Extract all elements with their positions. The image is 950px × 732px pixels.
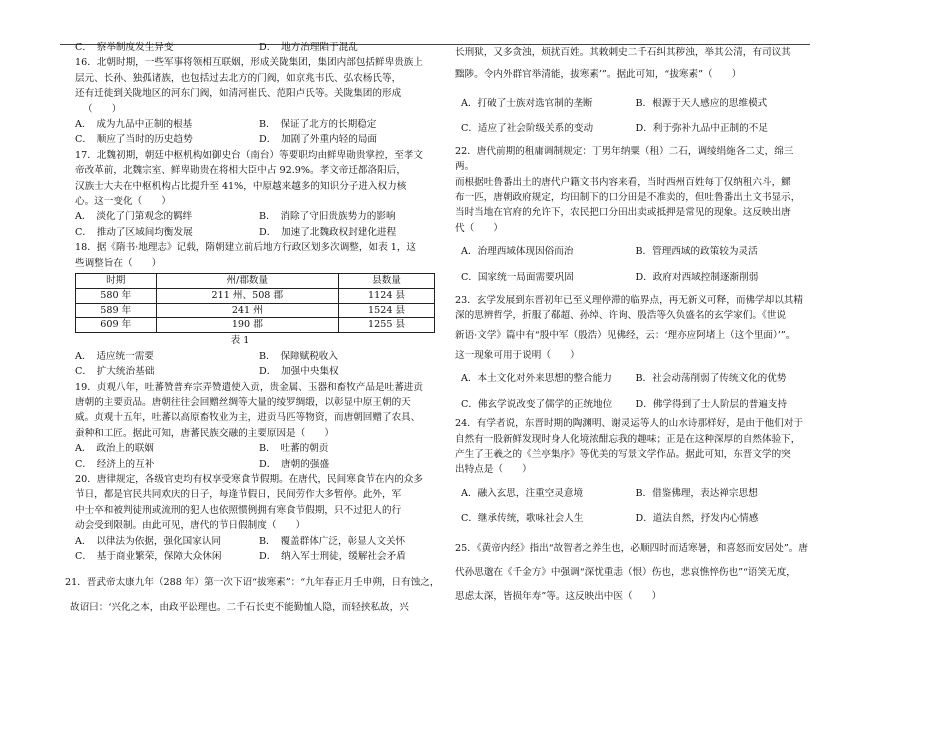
table-cell: 1524 县 [339,303,435,318]
q25-line: 思虑太深，皆损年寿”等。这反映出中医（ ） [455,590,662,602]
q16-line: 16．北朝时期，一些军事将领相互联姻，形成关陇集团，集团内部包括鲜卑贵族上 [75,57,423,69]
q23-option-c: C．佛玄学说改变了儒学的正统地位 [461,398,613,410]
q17-options-cd [75,225,443,240]
q16-options-ab [75,117,443,132]
q21-option-d: D．利于弥补九品中正制的不足 [635,123,768,135]
q18-option-d: D． 加强中央集权 [259,366,339,378]
q23-line: 这一现象可用于说明（ ） [455,349,580,361]
q16-option-b: B． 保证了北方的长期稳定 [259,119,377,131]
q22-line: 而根据吐鲁番出土的唐代户籍文书内容来看，当时西州百姓每丁仅纳租六斗，鰥 [455,176,791,188]
q20-line: 20．唐律规定，各级官吏均有权享受寒食节假期。在唐代，民间寒食节在内的众多 [75,473,423,485]
q20-option-d: D． 纳入军士刑徒，缓解社会矛盾 [259,550,406,562]
q17-options-ab [75,209,443,224]
q19-line: 唐朝的主要贡品。唐朝往往会回赠丝绸等大量的绫罗绸缎，以彰显中原王朝的天 [75,396,411,408]
table-cell: 609 年 [76,318,157,333]
q19-options-cd [75,457,443,472]
q23-options-ab [455,371,810,386]
question-18 [75,240,443,379]
q20-option-b: B． 覆盖群体广泛，彰显人文关怀 [259,535,406,547]
q19-option-c: C． 经济上的互补 [75,458,155,470]
table-row [76,303,435,318]
question-21 [65,570,443,620]
q19-line: 蚕种和工匠。据此可知，唐蕃民族交融的主要原因是（ ） [75,427,335,439]
q24-line: 24．有学者说，东晋时期的陶渊明、谢灵运等人的山水诗那样好，是由于他们对于 [455,418,803,430]
q17-option-c: C． 推动了区域间均衡发展 [75,226,193,238]
question-25 [455,537,810,609]
table-header: 州/郡数量 [156,274,339,289]
table-cell: 211 州、508 郡 [156,288,339,303]
q17-line: 帝改革前，北魏宗室、鲜卑勋贵在将相大臣中占 92.9%。孝文帝迁都洛阳后， [75,165,406,177]
q20-line: 节日，都是官民共同欢庆的日子，每逢节假日，民间劳作大多暂停。此外，军 [75,489,402,501]
q18-options-ab [75,349,443,364]
q16-options-cd [75,132,443,147]
question-24 [455,416,810,526]
q21-option-c: C．适应了社会阶级关系的变动 [461,123,594,135]
q16-line: 层元、长孙、独孤诸族，也包括过去北方的门阀，如京兆韦氏、弘农杨氏等， [75,72,402,84]
q18-line: 些调整旨在（ ） [75,257,162,269]
q16-line: 还有迁徙到关陇地区的河东门阀，如清河崔氏、范阳卢氏等。关陇集团的形成 [75,88,402,100]
q22-option-a: A．治理西域体现因俗而治 [461,246,574,258]
q19-option-a: A． 政治上的联姻 [75,443,154,455]
q23-option-a: A．本土文化对外来思想的整合能力 [461,373,612,385]
q21-option-b: B．根源于天人感应的思维模式 [635,98,768,109]
table-caption: 表 1 [230,335,250,347]
q17-line: 17．北魏初期，朝廷中枢机构如御史台（南台）等要职均由鲜卑勋贵掌控，至孝文 [75,149,423,161]
q22-line: 当时当地在官府的允许下，农民把口分田出卖或抵押是常见的现象。这反映出唐 [455,207,791,219]
q24-line: 自然有一股新鲜发现时身人化境浓酣忘我的趣味；正是在这种深厚的自然体验下， [455,433,801,445]
q22-line: 布一匹，唐朝政府规定，均田制下的口分田是不准卖的，但吐鲁番出土文书显示， [455,192,801,204]
q21-options-cd [455,121,810,136]
q20-option-c: C． 基于商业繁荣，保障大众休闲 [75,550,222,562]
question-17 [75,148,443,240]
question-22 [455,144,810,285]
question-16 [75,55,443,147]
q22-option-b: B．管理西域的政策较为灵活 [635,246,758,258]
q20-options-ab [75,534,443,549]
q23-options-cd [455,397,810,412]
q17-line: 心。这一变化（ ） [75,196,171,208]
q19-line: 19．贞观八年，吐蕃赞普弃宗弄赞遣使入贡，贵金属、玉器和畜牧产品是吐蕃进贡 [75,381,423,393]
q24-line: 出特点是（ ） [455,464,532,476]
q22-line: 代（ ） [455,222,503,234]
table-cell: 190 郡 [156,318,339,333]
q24-option-d: D．道法自然，抒发内心情感 [635,513,759,525]
q24-option-b: B．借鉴佛理，表达禅宗思想 [635,487,758,499]
table-row [76,288,435,303]
q20-line: 中士卒和被判徒刑或流刑的犯人也依照惯例拥有寒食节假期，只不过犯人的行 [75,504,402,516]
table-cell: 1124 县 [339,288,435,303]
q18-line: 18．据《隋书·地理志》记载，隋朝建立前后地方行政区划多次调整，如表 1，这 [75,242,417,254]
q21-line: 黜陟。令内外群官举清能，拔寒素’”。据此可知，“拔寒素”（ ） [455,69,742,80]
data-table [75,273,435,333]
q16-option-a: A． 成为九品中正制的根基 [75,119,193,131]
q19-options-ab [75,441,443,456]
q22-options-cd [455,270,810,285]
q17-line: 汉族士大夫在中枢机构占比提升至 41%，中原越来越多的知识分子进入权力核 [75,180,407,192]
q16-option-d: D． 加剧了外重内轻的局面 [259,134,378,146]
q15-options [75,40,443,55]
q25-line: 代孙思邈在《千金方》中强调“深忧重恚（恨）伤也，悲哀憔悴伤也”“语笑无度， [455,566,796,578]
question-23 [455,293,810,412]
q22-line: 22．唐代前期的租庸调制规定：丁男年纳粟（租）二石，调绫绢絁各二丈，绵三两。 [455,145,794,173]
q21-options-ab [455,96,810,111]
table-header: 时期 [76,274,157,289]
q25-line: 25．《黄帝内经》指出“故智者之养生也，必顺四时而适寒暑，和喜怒而安居处”。唐 [455,542,808,554]
left-column [65,40,443,620]
q24-option-a: A．融入玄思，注重空灵意境 [461,487,584,499]
question-19 [75,380,443,472]
q22-option-c: C．国家统一局面需要巩固 [461,271,574,283]
q16-option-c: C． 顺应了当时的历史趋势 [75,134,193,146]
q17-option-d: D． 加速了北魏政权封建化进程 [259,226,397,238]
q15-option-d: D． 地方治理陷于混乱 [259,42,358,53]
table-header: 县数量 [339,274,435,289]
table-cell: 580 年 [76,288,157,303]
q18-option-a: A． 适应统一需要 [75,350,154,362]
q18-option-c: C． 扩大统治基础 [75,366,155,378]
q24-options-ab [455,486,810,501]
q19-line: 威。贞观十五年，吐蕃以高原畜牧业为主，进贡马匹等物资，而唐朝回赠了农具、 [75,412,421,424]
q19-option-d: D． 唐朝的强盛 [259,458,330,470]
q23-line: 23．玄学发展到东晋初年已至义理停滞的临界点，再无新义可释，而佛学却以其精 [455,295,803,307]
q19-option-b: B． 吐蕃的朝贡 [259,443,329,455]
q21-line: 故诏曰：‘兴化之本，由政平讼理也。二千石长吏不能勤恤人隐，而轻挟私故，兴 [70,602,409,614]
right-column [455,40,810,609]
q21-option-a: A．打破了士族对选官制的垄断 [461,98,593,109]
table-cell: 589 年 [76,303,157,318]
q20-options-cd [75,549,443,564]
q23-line: 新语·文学》篇中有“殷中军（殷浩）见佛经，云：‘理亦应阿堵上（这个里面）’”。 [455,329,796,341]
q24-line: 产生了王羲之的《兰亭集序》等优美的写景文学作品。据此可知，东晋文学的突 [455,448,791,460]
table-cell: 1255 县 [339,318,435,333]
q20-option-a: A． 以律法为依据，强化国家认同 [75,535,222,547]
table-header-row [76,274,435,289]
question-20 [75,472,443,564]
q17-option-b: B． 消除了守旧贵族势力的影响 [259,211,396,223]
table-cell: 241 州 [156,303,339,318]
q24-option-c: C．继承传统，歌咏社会人生 [461,513,584,525]
q23-option-b: B．社会动荡削弱了传统文化的优势 [635,373,787,385]
q23-option-d: D．佛学得到了士人阶层的普遍支持 [635,398,788,410]
q24-options-cd [455,511,810,526]
q17-option-a: A． 淡化了门第观念的羁绊 [75,211,193,223]
q23-line: 深的思辨哲学，折服了郗超、孙绰、许询、殷浩等久负盛名的玄学家们。《世说 [455,310,786,322]
q18-option-b: B． 保障赋税收入 [259,350,338,362]
question-21-continued [455,42,810,137]
q22-option-d: D．政府对西域控制逐渐削弱 [635,271,759,283]
q16-line: （ ） [83,103,122,115]
q21-line: 21．晋武帝太康九年（288 年）第一次下诏“拔寒素”：“九年春正月壬申朔，日有蚀之， [65,577,440,589]
q18-options-cd [75,364,443,379]
table-row [76,318,435,333]
q20-line: 动会受到限制。由此可见，唐代的节日假制度（ ） [75,520,306,532]
q21-line: 长刑狱，又多贪浊，烦扰百姓。其敕刺史二千石纠其秽浊，举其公清，有司议其 [455,47,791,58]
q15-option-c: C． 察举制度发生异变 [75,42,174,53]
q22-options-ab [455,244,810,259]
